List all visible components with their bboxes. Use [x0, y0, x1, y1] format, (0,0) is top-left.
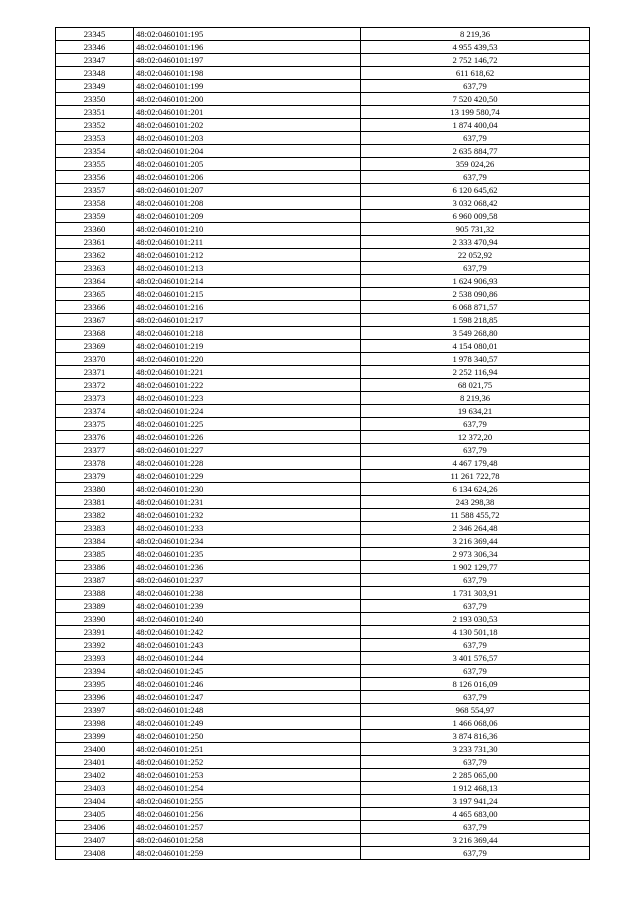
cadastral-number-cell: 48:02:0460101:230 — [134, 483, 361, 496]
cadastral-value-cell: 637,79 — [361, 418, 590, 431]
row-number-cell: 23373 — [56, 392, 134, 405]
cadastral-number-cell: 48:02:0460101:238 — [134, 587, 361, 600]
table-row — [56, 93, 590, 106]
cadastral-value-cell: 637,79 — [361, 171, 590, 184]
table-row — [56, 236, 590, 249]
table-row — [56, 821, 590, 834]
table-row — [56, 730, 590, 743]
cadastral-number-cell: 48:02:0460101:208 — [134, 197, 361, 210]
cadastral-number-cell: 48:02:0460101:216 — [134, 301, 361, 314]
cadastral-number-cell: 48:02:0460101:242 — [134, 626, 361, 639]
cadastral-value-cell: 1 874 400,04 — [361, 119, 590, 132]
cadastral-value-cell: 2 346 264,48 — [361, 522, 590, 535]
cadastral-value-cell: 2 333 470,94 — [361, 236, 590, 249]
row-number-cell: 23390 — [56, 613, 134, 626]
table-row — [56, 145, 590, 158]
cadastral-value-cell: 4 154 080,01 — [361, 340, 590, 353]
cadastral-value-cell: 637,79 — [361, 847, 590, 860]
cadastral-number-cell: 48:02:0460101:215 — [134, 288, 361, 301]
table-row — [56, 756, 590, 769]
row-number-cell: 23346 — [56, 41, 134, 54]
cadastral-value-cell: 12 372,20 — [361, 431, 590, 444]
cadastral-number-cell: 48:02:0460101:202 — [134, 119, 361, 132]
cadastral-number-cell: 48:02:0460101:196 — [134, 41, 361, 54]
row-number-cell: 23361 — [56, 236, 134, 249]
table-row — [56, 119, 590, 132]
row-number-cell: 23374 — [56, 405, 134, 418]
cadastral-value-table — [55, 27, 590, 860]
cadastral-number-cell: 48:02:0460101:239 — [134, 600, 361, 613]
table-row — [56, 613, 590, 626]
cadastral-value-cell: 6 134 624,26 — [361, 483, 590, 496]
row-number-cell: 23370 — [56, 353, 134, 366]
cadastral-number-cell: 48:02:0460101:231 — [134, 496, 361, 509]
table-row — [56, 470, 590, 483]
row-number-cell: 23405 — [56, 808, 134, 821]
cadastral-number-cell: 48:02:0460101:229 — [134, 470, 361, 483]
cadastral-value-cell: 2 973 306,34 — [361, 548, 590, 561]
cadastral-value-cell: 1 598 218,85 — [361, 314, 590, 327]
row-number-cell: 23362 — [56, 249, 134, 262]
cadastral-number-cell: 48:02:0460101:254 — [134, 782, 361, 795]
cadastral-value-cell: 7 520 420,50 — [361, 93, 590, 106]
table-row — [56, 392, 590, 405]
row-number-cell: 23386 — [56, 561, 134, 574]
table-row — [56, 301, 590, 314]
table-row — [56, 418, 590, 431]
table-row — [56, 184, 590, 197]
table-row — [56, 314, 590, 327]
cadastral-number-cell: 48:02:0460101:248 — [134, 704, 361, 717]
cadastral-number-cell: 48:02:0460101:252 — [134, 756, 361, 769]
cadastral-number-cell: 48:02:0460101:222 — [134, 379, 361, 392]
cadastral-number-cell: 48:02:0460101:244 — [134, 652, 361, 665]
cadastral-value-cell: 243 298,38 — [361, 496, 590, 509]
row-number-cell: 23404 — [56, 795, 134, 808]
cadastral-value-cell: 4 130 501,18 — [361, 626, 590, 639]
table-row — [56, 54, 590, 67]
table-row — [56, 587, 590, 600]
cadastral-value-cell: 637,79 — [361, 639, 590, 652]
row-number-cell: 23354 — [56, 145, 134, 158]
row-number-cell: 23364 — [56, 275, 134, 288]
cadastral-value-cell: 637,79 — [361, 600, 590, 613]
cadastral-value-cell: 637,79 — [361, 691, 590, 704]
table-row — [56, 210, 590, 223]
cadastral-number-cell: 48:02:0460101:205 — [134, 158, 361, 171]
row-number-cell: 23389 — [56, 600, 134, 613]
cadastral-value-cell: 611 618,62 — [361, 67, 590, 80]
cadastral-number-cell: 48:02:0460101:226 — [134, 431, 361, 444]
table-row — [56, 483, 590, 496]
table-row — [56, 67, 590, 80]
table-row — [56, 379, 590, 392]
cadastral-value-cell: 3 216 369,44 — [361, 535, 590, 548]
row-number-cell: 23407 — [56, 834, 134, 847]
cadastral-value-cell: 905 731,32 — [361, 223, 590, 236]
cadastral-value-cell: 637,79 — [361, 444, 590, 457]
row-number-cell: 23349 — [56, 80, 134, 93]
table-row — [56, 41, 590, 54]
table-row — [56, 353, 590, 366]
cadastral-value-cell: 359 024,26 — [361, 158, 590, 171]
cadastral-value-cell: 11 588 455,72 — [361, 509, 590, 522]
row-number-cell: 23383 — [56, 522, 134, 535]
row-number-cell: 23385 — [56, 548, 134, 561]
cadastral-number-cell: 48:02:0460101:253 — [134, 769, 361, 782]
cadastral-number-cell: 48:02:0460101:219 — [134, 340, 361, 353]
cadastral-value-cell: 2 252 116,94 — [361, 366, 590, 379]
cadastral-value-cell: 1 624 906,93 — [361, 275, 590, 288]
table-row — [56, 249, 590, 262]
cadastral-number-cell: 48:02:0460101:225 — [134, 418, 361, 431]
row-number-cell: 23348 — [56, 67, 134, 80]
row-number-cell: 23366 — [56, 301, 134, 314]
cadastral-value-cell: 6 068 871,57 — [361, 301, 590, 314]
cadastral-number-cell: 48:02:0460101:228 — [134, 457, 361, 470]
cadastral-value-cell: 3 197 941,24 — [361, 795, 590, 808]
row-number-cell: 23363 — [56, 262, 134, 275]
table-row — [56, 834, 590, 847]
table-row — [56, 327, 590, 340]
table-row — [56, 444, 590, 457]
cadastral-number-cell: 48:02:0460101:224 — [134, 405, 361, 418]
row-number-cell: 23350 — [56, 93, 134, 106]
row-number-cell: 23380 — [56, 483, 134, 496]
cadastral-value-cell: 1 902 129,77 — [361, 561, 590, 574]
cadastral-value-cell: 8 219,36 — [361, 392, 590, 405]
row-number-cell: 23408 — [56, 847, 134, 860]
table-row — [56, 223, 590, 236]
table-row — [56, 678, 590, 691]
cadastral-value-cell: 637,79 — [361, 132, 590, 145]
table-row — [56, 665, 590, 678]
row-number-cell: 23376 — [56, 431, 134, 444]
cadastral-number-cell: 48:02:0460101:217 — [134, 314, 361, 327]
cadastral-value-cell: 1 912 468,13 — [361, 782, 590, 795]
cadastral-number-cell: 48:02:0460101:220 — [134, 353, 361, 366]
table-row — [56, 535, 590, 548]
row-number-cell: 23358 — [56, 197, 134, 210]
cadastral-number-cell: 48:02:0460101:207 — [134, 184, 361, 197]
cadastral-value-cell: 3 401 576,57 — [361, 652, 590, 665]
table-row — [56, 275, 590, 288]
row-number-cell: 23381 — [56, 496, 134, 509]
table-row — [56, 717, 590, 730]
table-body — [56, 28, 590, 860]
table-row — [56, 457, 590, 470]
table-row — [56, 405, 590, 418]
cadastral-number-cell: 48:02:0460101:223 — [134, 392, 361, 405]
cadastral-number-cell: 48:02:0460101:221 — [134, 366, 361, 379]
cadastral-value-cell: 6 960 009,58 — [361, 210, 590, 223]
row-number-cell: 23403 — [56, 782, 134, 795]
table-row — [56, 340, 590, 353]
row-number-cell: 23392 — [56, 639, 134, 652]
table-row — [56, 262, 590, 275]
row-number-cell: 23378 — [56, 457, 134, 470]
cadastral-value-cell: 4 465 683,00 — [361, 808, 590, 821]
cadastral-value-cell: 11 261 722,78 — [361, 470, 590, 483]
cadastral-number-cell: 48:02:0460101:200 — [134, 93, 361, 106]
table-row — [56, 561, 590, 574]
cadastral-number-cell: 48:02:0460101:197 — [134, 54, 361, 67]
table-row — [56, 496, 590, 509]
cadastral-number-cell: 48:02:0460101:210 — [134, 223, 361, 236]
table-row — [56, 80, 590, 93]
cadastral-value-cell: 3 216 369,44 — [361, 834, 590, 847]
row-number-cell: 23356 — [56, 171, 134, 184]
cadastral-value-cell: 2 193 030,53 — [361, 613, 590, 626]
cadastral-value-cell: 3 874 816,36 — [361, 730, 590, 743]
cadastral-value-cell: 637,79 — [361, 80, 590, 93]
row-number-cell: 23394 — [56, 665, 134, 678]
table-row — [56, 171, 590, 184]
cadastral-value-cell: 2 635 884,77 — [361, 145, 590, 158]
row-number-cell: 23384 — [56, 535, 134, 548]
row-number-cell: 23399 — [56, 730, 134, 743]
row-number-cell: 23360 — [56, 223, 134, 236]
cadastral-value-cell: 3 233 731,30 — [361, 743, 590, 756]
table-row — [56, 704, 590, 717]
cadastral-number-cell: 48:02:0460101:245 — [134, 665, 361, 678]
cadastral-number-cell: 48:02:0460101:256 — [134, 808, 361, 821]
cadastral-number-cell: 48:02:0460101:211 — [134, 236, 361, 249]
cadastral-value-cell: 13 199 580,74 — [361, 106, 590, 119]
row-number-cell: 23391 — [56, 626, 134, 639]
row-number-cell: 23379 — [56, 470, 134, 483]
table-row — [56, 366, 590, 379]
row-number-cell: 23400 — [56, 743, 134, 756]
table-row — [56, 639, 590, 652]
row-number-cell: 23355 — [56, 158, 134, 171]
row-number-cell: 23401 — [56, 756, 134, 769]
table-row — [56, 626, 590, 639]
row-number-cell: 23368 — [56, 327, 134, 340]
cadastral-number-cell: 48:02:0460101:243 — [134, 639, 361, 652]
row-number-cell: 23359 — [56, 210, 134, 223]
cadastral-number-cell: 48:02:0460101:195 — [134, 28, 361, 41]
row-number-cell: 23371 — [56, 366, 134, 379]
cadastral-number-cell: 48:02:0460101:258 — [134, 834, 361, 847]
row-number-cell: 23353 — [56, 132, 134, 145]
table-row — [56, 522, 590, 535]
table-row — [56, 132, 590, 145]
cadastral-number-cell: 48:02:0460101:235 — [134, 548, 361, 561]
table-row — [56, 158, 590, 171]
row-number-cell: 23396 — [56, 691, 134, 704]
row-number-cell: 23388 — [56, 587, 134, 600]
cadastral-number-cell: 48:02:0460101:209 — [134, 210, 361, 223]
cadastral-value-cell: 2 538 090,86 — [361, 288, 590, 301]
cadastral-value-cell: 637,79 — [361, 262, 590, 275]
row-number-cell: 23351 — [56, 106, 134, 119]
row-number-cell: 23365 — [56, 288, 134, 301]
cadastral-number-cell: 48:02:0460101:247 — [134, 691, 361, 704]
row-number-cell: 23347 — [56, 54, 134, 67]
table-row — [56, 782, 590, 795]
table-row — [56, 28, 590, 41]
cadastral-number-cell: 48:02:0460101:250 — [134, 730, 361, 743]
cadastral-value-cell: 22 052,92 — [361, 249, 590, 262]
row-number-cell: 23352 — [56, 119, 134, 132]
cadastral-value-cell: 8 219,36 — [361, 28, 590, 41]
row-number-cell: 23393 — [56, 652, 134, 665]
row-number-cell: 23406 — [56, 821, 134, 834]
cadastral-number-cell: 48:02:0460101:218 — [134, 327, 361, 340]
cadastral-number-cell: 48:02:0460101:257 — [134, 821, 361, 834]
table-row — [56, 847, 590, 860]
row-number-cell: 23395 — [56, 678, 134, 691]
row-number-cell: 23377 — [56, 444, 134, 457]
cadastral-value-cell: 637,79 — [361, 821, 590, 834]
cadastral-value-cell: 2 752 146,72 — [361, 54, 590, 67]
cadastral-value-cell: 6 120 645,62 — [361, 184, 590, 197]
table-row — [56, 548, 590, 561]
cadastral-value-cell: 637,79 — [361, 756, 590, 769]
cadastral-number-cell: 48:02:0460101:199 — [134, 80, 361, 93]
row-number-cell: 23369 — [56, 340, 134, 353]
row-number-cell: 23367 — [56, 314, 134, 327]
cadastral-value-cell: 1 466 068,06 — [361, 717, 590, 730]
cadastral-value-cell: 4 955 439,53 — [361, 41, 590, 54]
cadastral-value-cell: 3 032 068,42 — [361, 197, 590, 210]
cadastral-number-cell: 48:02:0460101:255 — [134, 795, 361, 808]
cadastral-number-cell: 48:02:0460101:237 — [134, 574, 361, 587]
cadastral-value-cell: 637,79 — [361, 574, 590, 587]
row-number-cell: 23398 — [56, 717, 134, 730]
table-row — [56, 431, 590, 444]
row-number-cell: 23402 — [56, 769, 134, 782]
table-row — [56, 106, 590, 119]
cadastral-number-cell: 48:02:0460101:214 — [134, 275, 361, 288]
cadastral-number-cell: 48:02:0460101:232 — [134, 509, 361, 522]
cadastral-value-cell: 19 634,21 — [361, 405, 590, 418]
table-row — [56, 769, 590, 782]
cadastral-number-cell: 48:02:0460101:251 — [134, 743, 361, 756]
table-row — [56, 288, 590, 301]
cadastral-number-cell: 48:02:0460101:236 — [134, 561, 361, 574]
cadastral-value-cell: 1 978 340,57 — [361, 353, 590, 366]
table-row — [56, 743, 590, 756]
cadastral-value-cell: 637,79 — [361, 665, 590, 678]
cadastral-number-cell: 48:02:0460101:259 — [134, 847, 361, 860]
cadastral-number-cell: 48:02:0460101:203 — [134, 132, 361, 145]
table-row — [56, 574, 590, 587]
table-row — [56, 808, 590, 821]
row-number-cell: 23397 — [56, 704, 134, 717]
cadastral-value-cell: 4 467 179,48 — [361, 457, 590, 470]
row-number-cell: 23372 — [56, 379, 134, 392]
table-row — [56, 197, 590, 210]
cadastral-number-cell: 48:02:0460101:213 — [134, 262, 361, 275]
row-number-cell: 23387 — [56, 574, 134, 587]
cadastral-number-cell: 48:02:0460101:227 — [134, 444, 361, 457]
cadastral-number-cell: 48:02:0460101:206 — [134, 171, 361, 184]
table-row — [56, 795, 590, 808]
cadastral-value-cell: 2 285 065,00 — [361, 769, 590, 782]
cadastral-number-cell: 48:02:0460101:240 — [134, 613, 361, 626]
cadastral-number-cell: 48:02:0460101:234 — [134, 535, 361, 548]
cadastral-number-cell: 48:02:0460101:249 — [134, 717, 361, 730]
cadastral-number-cell: 48:02:0460101:233 — [134, 522, 361, 535]
row-number-cell: 23345 — [56, 28, 134, 41]
cadastral-value-cell: 968 554,97 — [361, 704, 590, 717]
cadastral-number-cell: 48:02:0460101:204 — [134, 145, 361, 158]
cadastral-value-cell: 8 126 016,09 — [361, 678, 590, 691]
table-row — [56, 652, 590, 665]
cadastral-value-cell: 3 549 268,80 — [361, 327, 590, 340]
cadastral-number-cell: 48:02:0460101:198 — [134, 67, 361, 80]
row-number-cell: 23382 — [56, 509, 134, 522]
cadastral-value-cell: 68 021,75 — [361, 379, 590, 392]
table-row — [56, 509, 590, 522]
row-number-cell: 23357 — [56, 184, 134, 197]
cadastral-value-cell: 1 731 303,91 — [361, 587, 590, 600]
table-row — [56, 691, 590, 704]
cadastral-number-cell: 48:02:0460101:212 — [134, 249, 361, 262]
cadastral-number-cell: 48:02:0460101:246 — [134, 678, 361, 691]
cadastral-number-cell: 48:02:0460101:201 — [134, 106, 361, 119]
table-row — [56, 600, 590, 613]
row-number-cell: 23375 — [56, 418, 134, 431]
